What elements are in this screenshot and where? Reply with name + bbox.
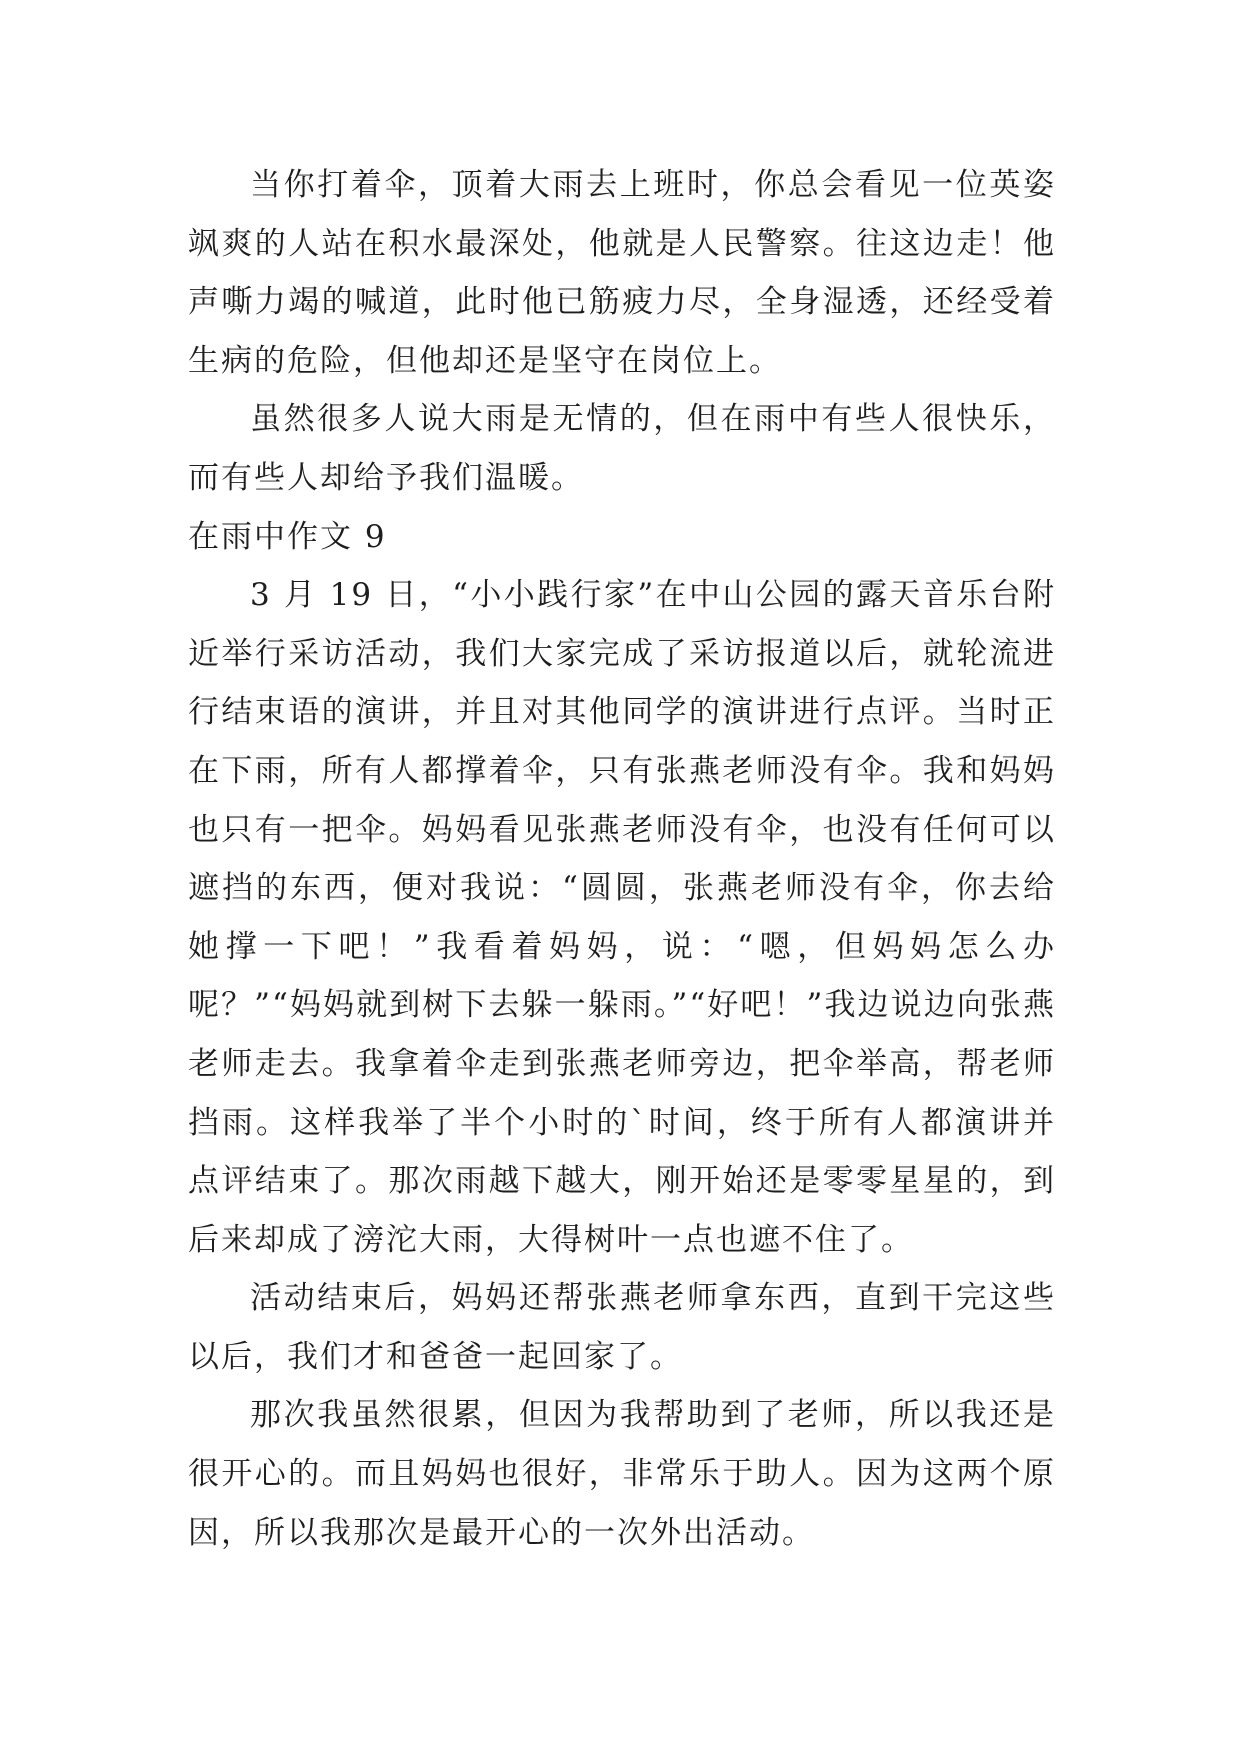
paragraph-after-activity: 活动结束后，妈妈还帮张燕老师拿东西，直到干完这些以后，我们才和爸爸一起回家了。	[188, 1280, 1056, 1375]
paragraph-conclusion: 那次我虽然很累，但因为我帮助到了老师，所以我还是很开心的。而且妈妈也很好，非常乐于助人。因为这两个原因，所以我那次是最开心的一次外出活动。	[188, 1397, 1056, 1551]
essay-heading: 在雨中作文 9	[188, 518, 387, 555]
paragraph-rain-warmth: 虽然很多人说大雨是无情的，但在雨中有些人很快乐，而有些人却给予我们温暖。	[188, 401, 1056, 496]
paragraph-traffic-police: 当你打着伞，顶着大雨去上班时，你总会看见一位英姿飒爽的人站在积水最深处，他就是人民警察。往这边走！他声嘶力竭的喊道，此时他已筋疲力尽，全身湿透，还经受着生病的危险，但他却还是坚守在岗位上。	[188, 167, 1056, 379]
document-body	[188, 156, 1056, 1562]
paragraph-umbrella-story: 3 月 19 日，“小小践行家”在中山公园的露天音乐台附近举行采访活动，我们大家完成了采访报道以后，就轮流进行结束语的演讲，并且对其他同学的演讲进行点评。当时正在下雨，所有人都撑着伞，只有张燕老师没有伞。我和妈妈也只有一把伞。妈妈看见张燕老师没有伞，也没有任何可以遮挡的东西，便对我说：“圆圆，张燕老师没有伞，你去给她撑一下吧！”我看着妈妈，说：“嗯，但妈妈怎么办呢？”“妈妈就到树下去躲一躲雨。”“好吧！”我边说边向张燕老师走去。我拿着伞走到张燕老师旁边，把伞举高，帮老师挡雨。这样我举了半个小时的`时间，终于所有人都演讲并点评结束了。那次雨越下越大，刚开始还是零零星星的，到后来却成了滂沱大雨，大得树叶一点也遮不住了。	[188, 577, 1056, 1258]
